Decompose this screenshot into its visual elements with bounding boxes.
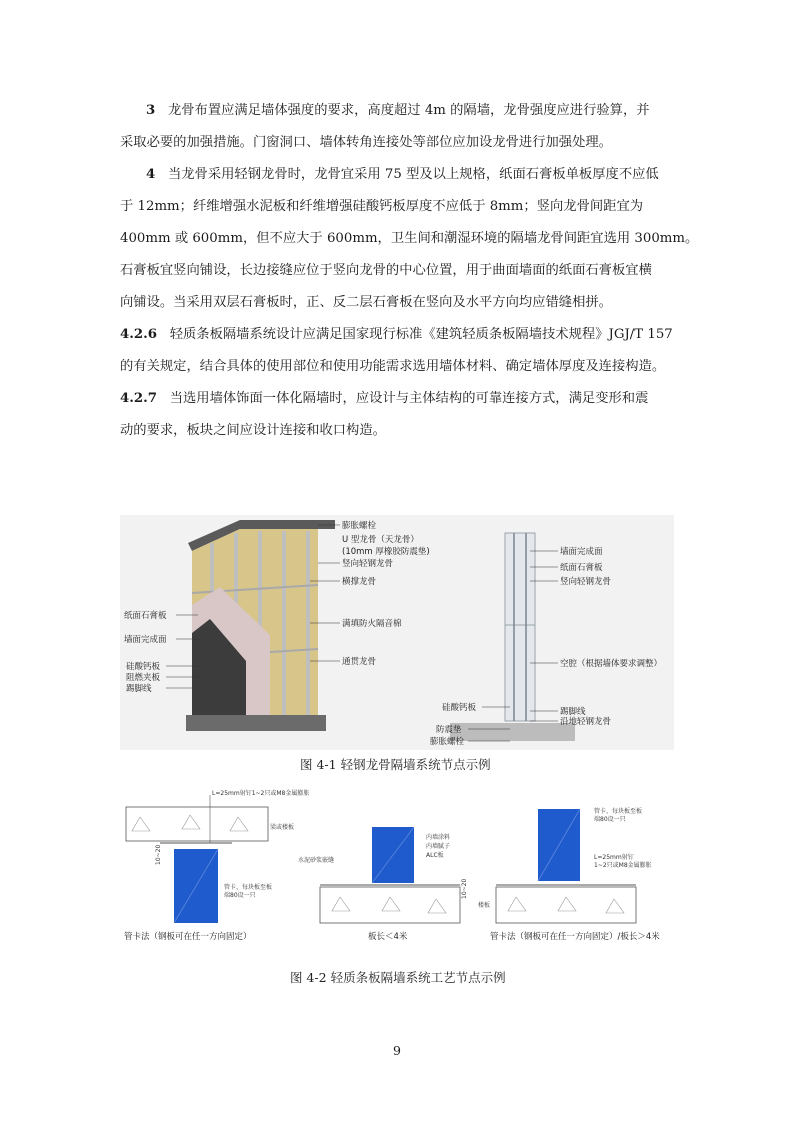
- d1-caption: 管卡法（钢板可在任一方向固定）: [124, 932, 252, 942]
- d1-label-clip2: 端80设一只: [224, 892, 256, 899]
- diagram-1: [124, 789, 309, 942]
- d1-label-nail: L=25mm射钉1~2只或M8金属膨胀: [212, 790, 310, 797]
- paragraph-line: 当龙骨采用轻钢龙骨时，龙骨宜采用 75 型及以上规格，纸面石膏板单板厚度不应低: [167, 167, 659, 182]
- label-u-track: U 型龙骨（天龙骨）: [342, 535, 419, 545]
- d3-label-floor: 楼板: [478, 902, 491, 909]
- paragraph-line: 400mm 或 600mm，但不应大于 600mm，卫生间和潮湿环境的隔墙龙骨间距宜选用 300mm。: [120, 231, 699, 246]
- d2-label-putty: 内墙腻子: [426, 843, 451, 850]
- paragraph-line: 的有关规定，结合具体的使用部位和使用功能需求选用墙体材料、确定墙体厚度及连接构造。: [120, 359, 666, 374]
- paragraph-line: 当选用墙体饰面一体化隔墙时，应设计与主体结构的可靠连接方式，满足变形和震: [169, 391, 649, 406]
- diagram-3: [478, 807, 660, 942]
- d2-label-gap: 10~20: [461, 878, 468, 899]
- label-expansion-bolt: 膨胀螺栓: [342, 521, 377, 531]
- figure-4-1: [120, 515, 674, 750]
- clause-4-2-7: 4.2.7 当选用墙体饰面一体化隔墙时，应设计与主体结构的可靠连接方式，满足变形和震 动的要求，板块之间应设计连接和收口构造。: [120, 383, 674, 447]
- label-r-floor-track: 沿地轻钢龙骨: [560, 717, 612, 727]
- label-r-gypsum: 纸面石膏板: [560, 563, 603, 573]
- label-wall-finish: 墙面完成面: [124, 635, 167, 645]
- label-fire-plywood: 阻燃夹板: [126, 673, 161, 683]
- label-r-calcium-silicate: 硅酸钙板: [442, 703, 477, 713]
- label-paper-gypsum: 纸面石膏板: [124, 611, 167, 621]
- label-r-skirting: 踢脚线: [560, 707, 586, 717]
- label-r-bolt: 膨胀螺栓: [430, 737, 465, 747]
- label-skirting: 踢脚线: [126, 684, 152, 694]
- label-calcium-silicate: 硅酸钙板: [126, 662, 161, 672]
- paragraph-line: 轻质条板隔墙系统设计应满足国家现行标准《建筑轻质条板隔墙技术规程》JGJ/T 157: [169, 327, 673, 342]
- label-rubber-pad: (10mm 厚橡胶防震垫): [342, 547, 430, 557]
- paragraph-line: 采取必要的加强措施。门窗洞口、墙体转角连接处等部位应加设龙骨进行加强处理。: [120, 135, 612, 150]
- paragraph-line: 向铺设。当采用双层石膏板时，正、反二层石膏板在竖向及水平方向均应错缝相拼。: [120, 295, 612, 310]
- d3-label-nail2: 1~2只或M8金属膨胀: [594, 862, 652, 869]
- label-r-wall-finish: 墙面完成面: [560, 547, 603, 557]
- paragraph-line: 龙骨布置应满足墙体强度的要求，高度超过 4m 的隔墙，龙骨强度应进行验算，并: [167, 103, 650, 118]
- label-through-stud: 通贯龙骨: [342, 657, 377, 667]
- page-number: 9: [393, 1043, 401, 1058]
- paragraph-3: 3 龙骨布置应满足墙体强度的要求，高度超过 4m 的隔墙，龙骨强度应进行验算，并 采取必要的加强措施。门窗洞口、墙体转角连接处等部位应加设龙骨进行加强处理。: [120, 95, 674, 159]
- diagram-2: [298, 827, 468, 942]
- label-r-vertical-stud: 竖向轻钢龙骨: [560, 577, 612, 587]
- paragraph-line: 于 12mm；纤维增强水泥板和纤维增强硅酸钙板厚度不应低于 8mm；竖向龙骨间距宜为: [120, 199, 644, 214]
- d1-label-clip: 管卡、每块板至板: [224, 884, 273, 891]
- label-brace: 横撑龙骨: [342, 577, 377, 587]
- paragraph-line: 石膏板宜竖向铺设，长边接缝应位于竖向龙骨的中心位置，用于曲面墙面的纸面石膏板宜横: [120, 263, 652, 278]
- d3-label-clip2: 端80设一只: [594, 816, 626, 823]
- d2-caption: 板长＜4米: [368, 932, 408, 942]
- d1-label-beam: 梁或楼板: [270, 824, 295, 831]
- paragraph-line: 动的要求，板块之间应设计连接和收口构造。: [120, 423, 386, 438]
- d2-label-paint: 内墙涂料: [426, 834, 451, 841]
- figure-4-2: [120, 787, 674, 947]
- label-r-cavity: 空腔（根据墙体要求调整）: [560, 659, 663, 669]
- d3-caption: 管卡法（钢板可在任一方向固定）/板长＞4米: [490, 932, 660, 942]
- d2-label-mortar: 水泥砂浆嵌缝: [298, 857, 335, 864]
- clause-4-2-6: 4.2.6 轻质条板隔墙系统设计应满足国家现行标准《建筑轻质条板隔墙技术规程》JGJ/T 157 的有关规定，结合具体的使用部位和使用功能需求选用墙体材料、确定墙体厚度及连接构造。: [120, 319, 674, 383]
- d1-label-gap: 10~20: [155, 844, 162, 865]
- figure-4-1-caption: 图 4-1 轻钢龙骨隔墙系统节点示例: [300, 757, 491, 772]
- d2-label-alc: ALC板: [426, 852, 444, 859]
- label-r-pad: 防震垫: [436, 725, 462, 735]
- label-vertical-stud: 竖向轻钢龙骨: [342, 559, 394, 569]
- figure-4-2-caption: 图 4-2 轻质条板隔墙系统工艺节点示例: [290, 970, 506, 985]
- d3-label-clip: 管卡、每块板至板: [594, 808, 643, 815]
- paragraph-4: 4 当龙骨采用轻钢龙骨时，龙骨宜采用 75 型及以上规格，纸面石膏板单板厚度不应低 于 12mm；纤维增强水泥板和纤维增强硅酸钙板厚度不应低于 8mm；竖向龙骨间距宜为 400mm 或 600mm，但不应大于 600mm，卫生间和潮湿环境的隔墙龙骨间距宜选用 300mm。 石膏板宜竖向铺设，长边接缝应位于竖向龙骨的中心位置，用于曲面墙面的纸面石膏板宜横 向铺设。当采用双层石膏板时，正、反二层石膏板在竖向及水平方向均应错缝相拼。: [120, 159, 674, 319]
- label-insulation: 满填防火隔音棉: [342, 619, 402, 629]
- d3-label-nail: L=25mm射钉: [594, 854, 634, 861]
